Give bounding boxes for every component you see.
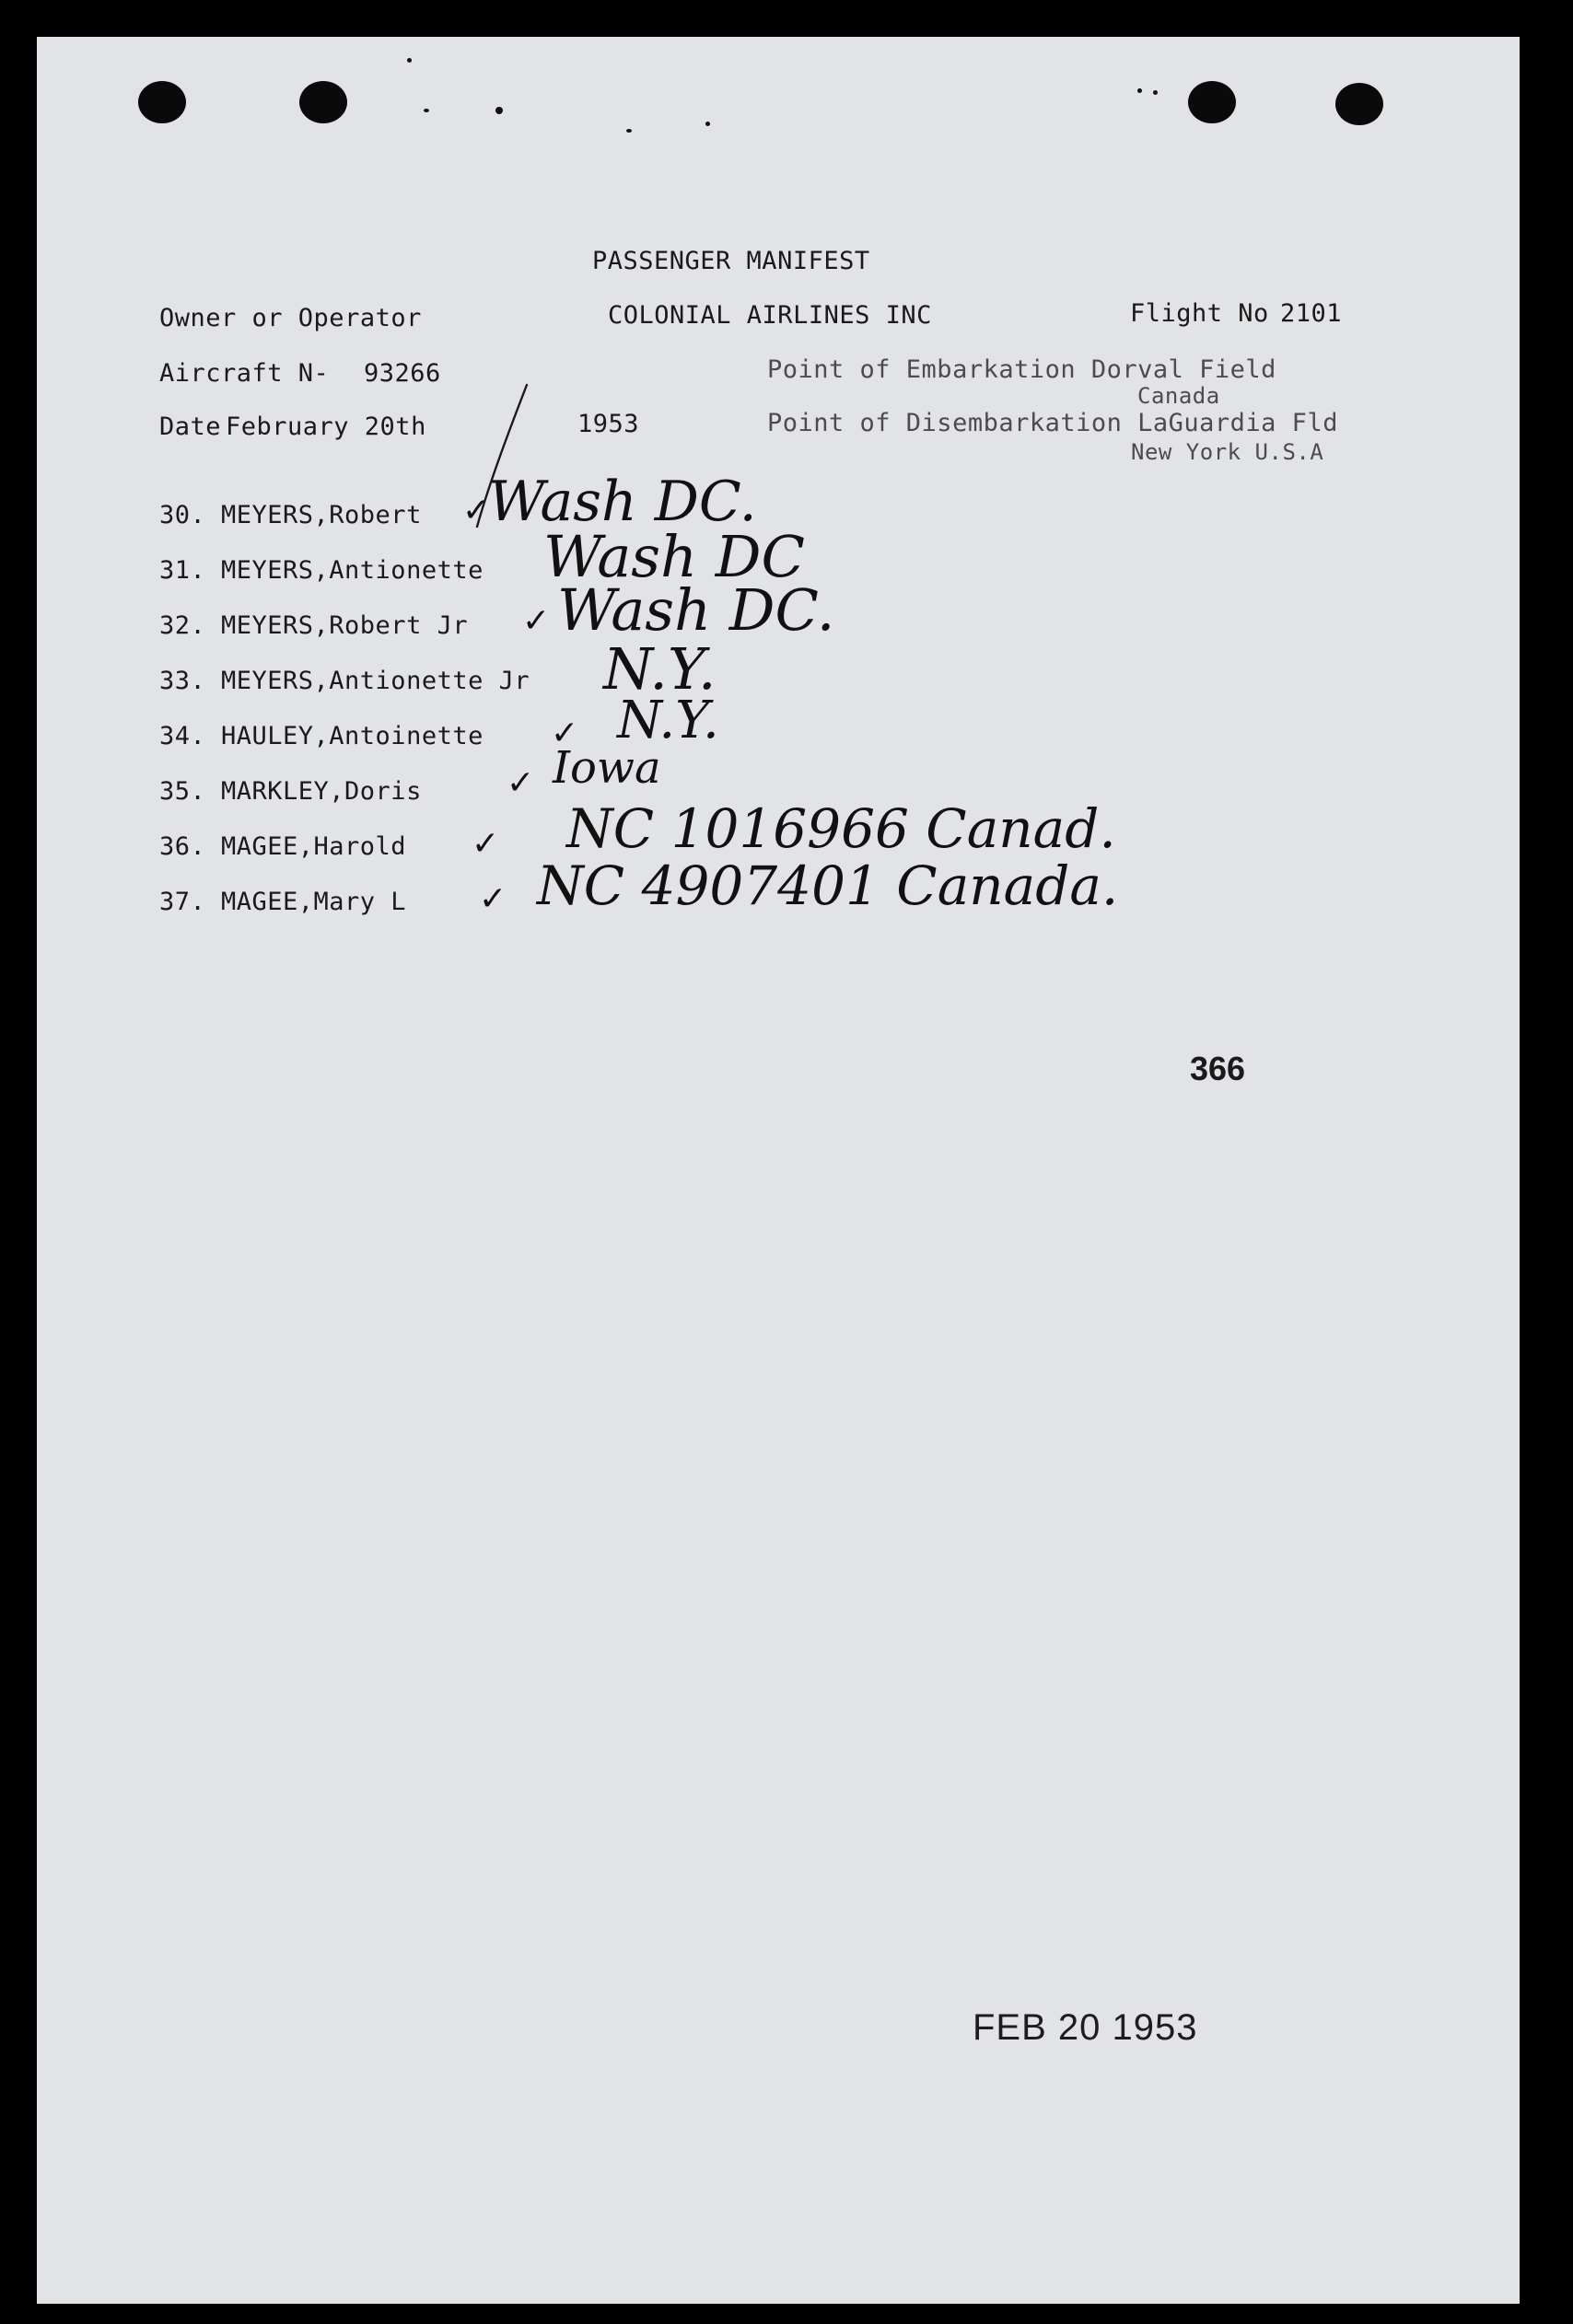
punch-hole bbox=[1335, 83, 1383, 125]
passenger-name: MEYERS,Antionette bbox=[221, 556, 484, 585]
passenger-origin: Iowa bbox=[553, 742, 661, 794]
page-number: 366 bbox=[1190, 1050, 1246, 1087]
speck bbox=[705, 122, 710, 126]
passenger-origin: Wash DC. bbox=[488, 470, 757, 534]
flight-value: 2101 bbox=[1280, 299, 1343, 328]
passenger-name: MARKLEY,Doris bbox=[221, 777, 422, 806]
check-mark: ✓ bbox=[472, 825, 500, 863]
date-stamp: FEB 20 1953 bbox=[973, 2007, 1198, 2048]
owner-label: Owner or Operator bbox=[159, 304, 422, 332]
aircraft-value: 93266 bbox=[364, 359, 441, 388]
date-value: February 20th bbox=[226, 413, 426, 441]
speck bbox=[407, 58, 412, 63]
passenger-name: MAGEE,Mary L bbox=[221, 888, 407, 916]
passenger-number: 30. bbox=[159, 501, 206, 529]
aircraft-label: Aircraft N- bbox=[159, 359, 330, 388]
passenger-origin: Wash DC. bbox=[557, 576, 835, 644]
check-mark: ✓ bbox=[507, 764, 535, 802]
passenger-origin: N.Y. bbox=[617, 691, 719, 750]
check-mark: ✓ bbox=[522, 602, 551, 640]
passenger-number: 34. bbox=[159, 722, 206, 750]
disembark-line: Point of Disembarkation LaGuardia Fld bbox=[767, 409, 1338, 437]
check-mark: ✓ bbox=[479, 880, 507, 918]
embark-line: Point of Embarkation Dorval Field bbox=[767, 355, 1276, 384]
passenger-number: 35. bbox=[159, 777, 206, 806]
disembark-city: New York U.S.A bbox=[1131, 439, 1324, 465]
passenger-number: 33. bbox=[159, 667, 206, 695]
passenger-origin: NC 1016966 Canad. bbox=[566, 797, 1116, 860]
passenger-number: 31. bbox=[159, 556, 206, 585]
embark-country: Canada bbox=[1137, 383, 1220, 409]
speck bbox=[424, 109, 429, 112]
flight-label: Flight No bbox=[1130, 299, 1269, 328]
passenger-name: HAULEY,Antoinette bbox=[221, 722, 484, 750]
punch-hole bbox=[138, 81, 186, 123]
passenger-name: MEYERS,Antionette Jr bbox=[221, 667, 530, 695]
speck bbox=[1153, 90, 1158, 95]
passenger-origin: NC 4907401 Canada. bbox=[537, 854, 1119, 917]
passenger-name: MAGEE,Harold bbox=[221, 832, 407, 861]
punch-hole bbox=[1188, 81, 1236, 123]
date-year: 1953 bbox=[577, 410, 640, 438]
passenger-origin: N.Y. bbox=[603, 635, 717, 703]
check-mark: ✓ bbox=[462, 492, 491, 529]
passenger-number: 37. bbox=[159, 888, 206, 916]
passenger-name: MEYERS,Robert Jr bbox=[221, 611, 469, 640]
manifest-title: PASSENGER MANIFEST bbox=[592, 247, 870, 275]
passenger-number: 32. bbox=[159, 611, 206, 640]
passenger-number: 36. bbox=[159, 832, 206, 861]
owner-value: COLONIAL AIRLINES INC bbox=[608, 301, 932, 330]
speck bbox=[495, 107, 503, 114]
speck bbox=[626, 129, 632, 133]
punch-hole bbox=[299, 81, 347, 123]
date-label: Date bbox=[159, 413, 222, 441]
check-mark: ✓ bbox=[551, 715, 579, 752]
manifest-page bbox=[37, 37, 1520, 2304]
passenger-origin: Wash DC bbox=[543, 523, 805, 590]
speck bbox=[1137, 88, 1142, 93]
passenger-name: MEYERS,Robert bbox=[221, 501, 422, 529]
